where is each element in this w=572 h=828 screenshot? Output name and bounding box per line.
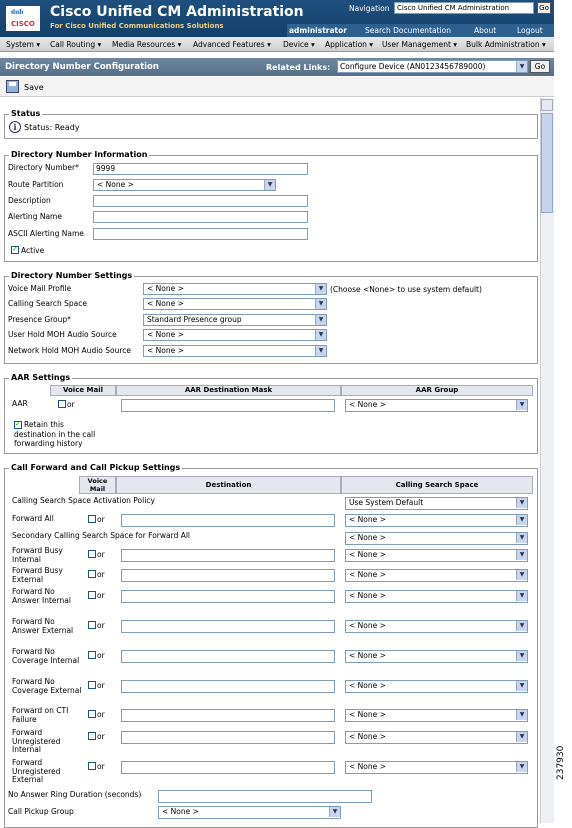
- logout-link[interactable]: Logout: [517, 26, 543, 35]
- user-bar: [287, 24, 554, 37]
- forward-busy-internal-css-value: < None >: [349, 550, 386, 559]
- forward-on-cti-failure-voice-mail-checkbox[interactable]: [88, 710, 96, 718]
- forward-busy-internal-destination-field[interactable]: [121, 549, 335, 562]
- navigation-go-button[interactable]: Go: [537, 2, 551, 14]
- menu-advanced-features[interactable]: Advanced Features ▾: [193, 40, 271, 49]
- chevron-down-icon: ▼: [516, 533, 527, 543]
- scrollbar-thumb[interactable]: [541, 113, 553, 213]
- forward-no-answer-external-label: Forward No Answer External: [12, 617, 74, 635]
- description-field[interactable]: [93, 195, 308, 207]
- app-subtitle: For Cisco Unified Communications Solutions: [50, 22, 224, 30]
- secondary-css-value: < None >: [349, 533, 386, 542]
- secondary-css-select[interactable]: [345, 532, 528, 545]
- menu-bulk-administration[interactable]: Bulk Administration ▾: [466, 40, 546, 49]
- css-activation-policy-value: Use System Default: [349, 498, 424, 507]
- forward-no-coverage-internal-destination-field[interactable]: [121, 650, 335, 663]
- no-answer-ring-duration-field[interactable]: [158, 790, 372, 803]
- chevron-down-icon: ▼: [516, 550, 527, 560]
- chevron-down-icon: ▼: [315, 299, 326, 309]
- save-icon[interactable]: [6, 80, 19, 93]
- forward-no-coverage-internal-label: Forward No Coverage Internal: [12, 647, 80, 665]
- page-title-bar: [0, 58, 554, 76]
- related-links-value: Configure Device (AN0123456789000): [340, 62, 486, 71]
- active-checkbox[interactable]: [11, 246, 19, 254]
- menu-application[interactable]: Application ▾: [325, 40, 374, 49]
- cfwd-col-voice-mail: Voice Mail: [79, 476, 116, 494]
- voice-mail-profile-hint: (Choose <None> to use system default): [330, 285, 482, 294]
- css-activation-policy-select[interactable]: [345, 497, 528, 510]
- forward-unregistered-external-or: or: [97, 762, 105, 771]
- chevron-down-icon: ▼: [315, 330, 326, 340]
- forward-no-coverage-external-or: or: [97, 681, 105, 690]
- aar-group-value: < None >: [349, 400, 386, 409]
- figure-number: 237930: [556, 745, 566, 780]
- ascii-alerting-name-label: ASCII Alerting Name: [8, 229, 84, 238]
- forward-no-answer-external-css-select[interactable]: [345, 620, 528, 633]
- route-partition-label: Route Partition: [8, 180, 64, 189]
- chevron-down-icon: ▼: [329, 807, 340, 817]
- retain-destination-label: Retain this destination in the call forwarding history: [14, 420, 96, 448]
- chevron-down-icon: ▼: [315, 346, 326, 356]
- forward-no-coverage-external-css-value: < None >: [349, 681, 386, 690]
- forward-no-coverage-external-label: Forward No Coverage External: [12, 677, 82, 695]
- scroll-up-arrow-icon[interactable]: [541, 99, 553, 111]
- related-links-go-button[interactable]: Go: [530, 60, 550, 73]
- css-activation-policy-label: Calling Search Space Activation Policy: [12, 496, 155, 505]
- call-pickup-group-select[interactable]: [158, 806, 341, 819]
- forward-no-answer-external-css-value: < None >: [349, 621, 386, 630]
- dn-settings-title: Directory Number Settings: [11, 271, 133, 280]
- chevron-down-icon: ▼: [315, 315, 326, 325]
- call-pickup-group-value: < None >: [162, 807, 199, 816]
- forward-busy-external-voice-mail-checkbox[interactable]: [88, 570, 96, 578]
- forward-unregistered-external-css-value: < None >: [349, 762, 386, 771]
- forward-busy-external-destination-field[interactable]: [121, 569, 335, 582]
- route-partition-select[interactable]: [93, 179, 276, 191]
- forward-no-answer-internal-css-select[interactable]: [345, 590, 528, 603]
- forward-all-voice-mail-checkbox[interactable]: [88, 515, 96, 523]
- menu-device[interactable]: Device ▾: [283, 40, 315, 49]
- forward-no-answer-external-or: or: [97, 621, 105, 630]
- forward-no-answer-internal-label: Forward No Answer Internal: [12, 587, 71, 605]
- logo-bars: ılıılı: [11, 9, 24, 16]
- call-pickup-group-label: Call Pickup Group: [8, 807, 74, 816]
- forward-no-coverage-internal-css-value: < None >: [349, 651, 386, 660]
- network-hold-moh-select[interactable]: [143, 345, 327, 357]
- user-hold-moh-select[interactable]: [143, 329, 327, 341]
- voice-mail-profile-label: Voice Mail Profile: [8, 284, 72, 293]
- forward-no-answer-internal-or: or: [97, 591, 105, 600]
- ascii-alerting-name-field[interactable]: [93, 228, 308, 240]
- chevron-down-icon: ▼: [516, 498, 527, 508]
- forward-on-cti-failure-css-value: < None >: [349, 710, 386, 719]
- cisco-logo: [6, 6, 40, 31]
- chevron-down-icon: ▼: [516, 732, 527, 742]
- aar-or-label: or: [67, 400, 75, 409]
- forward-no-coverage-internal-voice-mail-checkbox[interactable]: [88, 651, 96, 659]
- chevron-down-icon: ▼: [516, 762, 527, 772]
- forward-busy-external-css-select[interactable]: [345, 569, 528, 582]
- forward-unregistered-internal-destination-field[interactable]: [121, 731, 335, 744]
- chevron-down-icon: ▼: [516, 61, 527, 72]
- status-text: Status: Ready: [24, 123, 80, 132]
- forward-on-cti-failure-css-select[interactable]: [345, 709, 528, 722]
- chevron-down-icon: ▼: [516, 710, 527, 720]
- forward-unregistered-external-label: Forward Unregistered External: [12, 758, 61, 784]
- voice-mail-profile-value: < None >: [147, 284, 184, 293]
- forward-all-label: Forward All: [12, 514, 54, 523]
- forward-on-cti-failure-or: or: [97, 710, 105, 719]
- forward-unregistered-internal-css-select[interactable]: [345, 731, 528, 744]
- forward-no-answer-external-destination-field[interactable]: [121, 620, 335, 633]
- secondary-css-label: Secondary Calling Search Space for Forward All: [12, 531, 191, 540]
- forward-busy-external-css-value: < None >: [349, 570, 386, 579]
- aar-col-voice-mail: Voice Mail: [50, 385, 116, 396]
- aar-row-label: AAR: [12, 399, 28, 408]
- directory-number-field[interactable]: 9999: [93, 163, 308, 175]
- forward-on-cti-failure-destination-field[interactable]: [121, 709, 335, 722]
- forward-no-coverage-external-css-select[interactable]: [345, 680, 528, 693]
- chevron-down-icon: ▼: [516, 400, 527, 410]
- related-links-label: Related Links:: [266, 63, 331, 72]
- forward-no-answer-internal-voice-mail-checkbox[interactable]: [88, 591, 96, 599]
- menu-user-management[interactable]: User Management ▾: [382, 40, 458, 49]
- voice-mail-profile-select[interactable]: [143, 283, 327, 295]
- forward-unregistered-external-voice-mail-checkbox[interactable]: [88, 762, 96, 770]
- chevron-down-icon: ▼: [264, 180, 275, 190]
- forward-busy-external-label: Forward Busy External: [12, 566, 63, 584]
- forward-busy-internal-css-select[interactable]: [345, 549, 528, 562]
- related-links-select[interactable]: [337, 60, 528, 73]
- menu-system[interactable]: System ▾: [6, 40, 41, 49]
- status-section-title: Status: [11, 109, 41, 118]
- forward-no-coverage-external-destination-field[interactable]: [121, 680, 335, 693]
- description-label: Description: [8, 196, 51, 205]
- alerting-name-field[interactable]: [93, 211, 308, 223]
- chevron-down-icon: ▼: [516, 591, 527, 601]
- main-menu-bar: [0, 37, 554, 52]
- forward-all-or: or: [97, 515, 105, 524]
- network-hold-moh-label: Network Hold MOH Audio Source: [8, 346, 132, 355]
- aar-col-destination-mask: AAR Destination Mask: [116, 385, 341, 396]
- network-hold-moh-value: < None >: [147, 346, 184, 355]
- page-title: Directory Number Configuration: [5, 62, 159, 72]
- forward-unregistered-internal-css-value: < None >: [349, 732, 386, 741]
- active-label: Active: [21, 246, 45, 255]
- forward-all-destination-field[interactable]: [121, 514, 335, 527]
- directory-number-label: Directory Number*: [8, 163, 79, 172]
- forward-no-answer-internal-destination-field[interactable]: [121, 590, 335, 603]
- cfwd-col-css: Calling Search Space: [341, 476, 533, 494]
- forward-all-css-select[interactable]: [345, 514, 528, 527]
- no-answer-ring-duration-label: No Answer Ring Duration (seconds): [8, 790, 142, 799]
- aar-col-group: AAR Group: [341, 385, 533, 396]
- navigation-label: Navigation: [349, 4, 390, 13]
- logo-word: CISCO: [11, 20, 35, 28]
- about-link[interactable]: About: [474, 26, 497, 35]
- forward-all-css-value: < None >: [349, 515, 386, 524]
- app-title: Cisco Unified CM Administration: [50, 4, 304, 20]
- forward-no-coverage-internal-or: or: [97, 651, 105, 660]
- chevron-down-icon: ▼: [516, 515, 527, 525]
- forward-on-cti-failure-label: Forward on CTI Failure: [12, 706, 69, 724]
- chevron-down-icon: ▼: [516, 651, 527, 661]
- route-partition-value: < None >: [97, 180, 134, 189]
- forward-no-answer-internal-css-value: < None >: [349, 591, 386, 600]
- chevron-down-icon: ▼: [315, 284, 326, 294]
- forward-busy-internal-voice-mail-checkbox[interactable]: [88, 550, 96, 558]
- user-name: administrator: [289, 26, 347, 35]
- aar-destination-mask-field[interactable]: [121, 399, 335, 412]
- chevron-down-icon: ▼: [516, 621, 527, 631]
- menu-call-routing[interactable]: Call Routing ▾: [50, 40, 102, 49]
- calling-search-space-label: Calling Search Space: [8, 299, 87, 308]
- forward-busy-internal-or: or: [97, 550, 105, 559]
- aar-voice-mail-checkbox[interactable]: [58, 400, 66, 408]
- cfwd-col-destination: Destination: [116, 476, 341, 494]
- dn-info-title: Directory Number Information: [11, 150, 148, 159]
- forward-unregistered-external-destination-field[interactable]: [121, 761, 335, 774]
- forward-unregistered-internal-or: or: [97, 732, 105, 741]
- forward-unregistered-external-css-select[interactable]: [345, 761, 528, 774]
- chevron-down-icon: ▼: [516, 570, 527, 580]
- navigation-value: Cisco Unified CM Administration: [397, 4, 510, 12]
- forward-busy-external-or: or: [97, 570, 105, 579]
- save-button[interactable]: Save: [24, 83, 44, 92]
- toolbar: [0, 77, 554, 97]
- call-forward-title: Call Forward and Call Pickup Settings: [11, 463, 181, 472]
- alerting-name-label: Alerting Name: [8, 212, 62, 221]
- calling-search-space-value: < None >: [147, 299, 184, 308]
- presence-group-select[interactable]: [143, 314, 327, 326]
- forward-unregistered-internal-label: Forward Unregistered Internal: [12, 728, 61, 754]
- forward-no-coverage-external-voice-mail-checkbox[interactable]: [88, 681, 96, 689]
- search-documentation-link[interactable]: Search Documentation: [365, 26, 451, 35]
- user-hold-moh-value: < None >: [147, 330, 184, 339]
- chevron-down-icon: ▼: [516, 681, 527, 691]
- aar-title: AAR Settings: [11, 373, 71, 382]
- forward-no-coverage-internal-css-select[interactable]: [345, 650, 528, 663]
- user-hold-moh-label: User Hold MOH Audio Source: [8, 330, 117, 339]
- aar-group-select[interactable]: [345, 399, 528, 412]
- info-icon: i: [9, 121, 21, 133]
- calling-search-space-select[interactable]: [143, 298, 327, 310]
- forward-unregistered-internal-voice-mail-checkbox[interactable]: [88, 732, 96, 740]
- forward-busy-internal-label: Forward Busy Internal: [12, 546, 63, 564]
- menu-media-resources[interactable]: Media Resources ▾: [112, 40, 182, 49]
- presence-group-label: Presence Group*: [8, 315, 71, 324]
- navigation-select[interactable]: [394, 2, 534, 14]
- status-section: [4, 114, 538, 139]
- presence-group-value: Standard Presence group: [147, 315, 242, 324]
- forward-no-answer-external-voice-mail-checkbox[interactable]: [88, 621, 96, 629]
